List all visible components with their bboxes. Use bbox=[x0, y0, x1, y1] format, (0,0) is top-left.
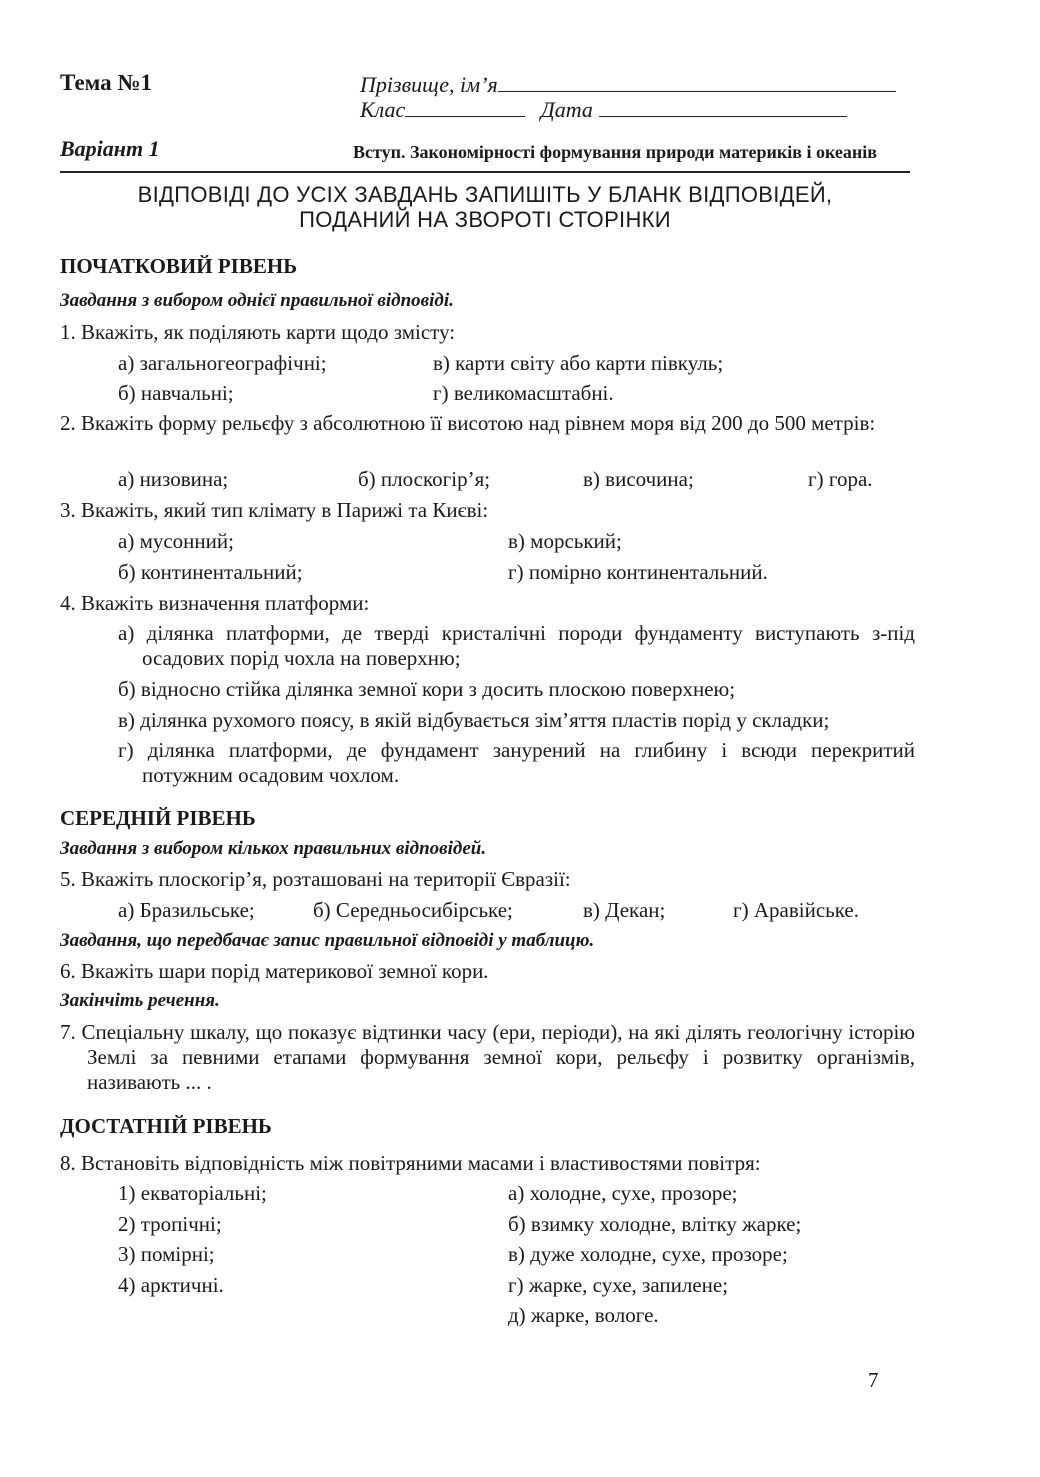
q5-text: 5. Вкажіть плоскогір’я, розташовані на території Євразії: bbox=[60, 867, 571, 891]
q7-text: 7. Спеціальну шкалу, що показує відтинки часу (ери, періоди), на які ділять геологічну історію Землі за певними етапами формування земної кори, рельєфу і розвитку організмів, називають ... . bbox=[60, 1020, 915, 1094]
surname-line bbox=[498, 73, 896, 92]
q2-option-b[interactable]: б) плоскогір’я; bbox=[358, 467, 491, 491]
level1-title: ПОЧАТКОВИЙ РІВЕНЬ bbox=[60, 254, 298, 278]
q1-option-d[interactable]: г) великомасштабні. bbox=[433, 381, 614, 405]
q8-left-3: 3) помірні; bbox=[118, 1242, 215, 1266]
q5-option-c[interactable]: в) Декан; bbox=[583, 898, 666, 922]
level1-task-type: Завдання з вибором однієї правильної відповіді. bbox=[60, 290, 454, 311]
q8-right-a: а) холодне, сухе, прозоре; bbox=[508, 1181, 738, 1205]
q8-right-d: г) жарке, сухе, запилене; bbox=[508, 1273, 729, 1297]
q8-right-b: б) взимку холодне, влітку жарке; bbox=[508, 1212, 802, 1236]
q8-right-c: в) дуже холодне, сухе, прозоре; bbox=[508, 1242, 788, 1266]
q4-text: 4. Вкажіть визначення платформи: bbox=[60, 591, 370, 615]
q4-option-c[interactable]: в) ділянка рухомого поясу, в якій відбувається зім’яття пластів порід у складки; bbox=[118, 708, 830, 732]
q8-left-4: 4) арктичні. bbox=[118, 1273, 224, 1297]
surname-field[interactable] bbox=[360, 72, 896, 98]
level2-task-type-1: Завдання з вибором кількох правильних відповідей. bbox=[60, 838, 487, 859]
q3-option-d[interactable]: г) помірно континентальний. bbox=[508, 560, 768, 584]
variant-label: Варіант 1 bbox=[60, 136, 160, 161]
section-subtitle: Вступ. Закономірності формування природи материків і океанів bbox=[353, 142, 877, 162]
class-line bbox=[405, 98, 525, 117]
q3-text: 3. Вкажіть, який тип клімату в Парижі та Києві: bbox=[60, 498, 489, 522]
q4-option-a[interactable]: а) ділянка платформи, де тверді кристалічні породи фундаменту виступають з-під осадових порід чохла на поверхню; bbox=[118, 621, 915, 670]
level3-title: ДОСТАТНІЙ РІВЕНЬ bbox=[60, 1114, 272, 1138]
q8-text: 8. Встановіть відповідність між повітряними масами і властивостями повітря: bbox=[60, 1151, 761, 1175]
q4-option-d[interactable]: г) ділянка платформи, де фундамент занурений на глибину і всюди перекритий потужним осадовим чохлом. bbox=[118, 738, 915, 787]
class-date-field[interactable] bbox=[360, 97, 847, 123]
q5-option-b[interactable]: б) Середньосибірське; bbox=[313, 898, 513, 922]
header-rule bbox=[60, 171, 910, 173]
level2-title: СЕРЕДНІЙ РІВЕНЬ bbox=[60, 806, 256, 830]
q1-text: 1. Вкажіть, як поділяють карти щодо змісту: bbox=[60, 320, 456, 344]
q5-option-a[interactable]: а) Бразильське; bbox=[118, 898, 255, 922]
page-number: 7 bbox=[868, 1368, 879, 1392]
instruction-line-1: ВІДПОВІДІ ДО УСІХ ЗАВДАНЬ ЗАПИШІТЬ У БЛАНК ВІДПОВІДЕЙ, bbox=[137, 182, 833, 207]
instruction-line-2: ПОДАНИЙ НА ЗВОРОТІ СТОРІНКИ bbox=[299, 207, 671, 232]
level2-task-type-2: Завдання, що передбачає запис правильної відповіді у таблицю. bbox=[60, 930, 595, 951]
q1-option-c[interactable]: в) карти світу або карти півкуль; bbox=[433, 351, 724, 375]
q1-option-a[interactable]: а) загальногеографічні; bbox=[118, 351, 327, 375]
q2-text: 2. Вкажіть форму рельєфу з абсолютною її висотою над рівнем моря від 200 до 500 метрів: bbox=[60, 411, 876, 435]
level2-task-type-3: Закінчіть речення. bbox=[60, 990, 220, 1011]
q8-left-2: 2) тропічні; bbox=[118, 1212, 222, 1236]
surname-label: Прізвище, ім’я bbox=[360, 72, 498, 97]
q8-left-1: 1) екваторіальні; bbox=[118, 1181, 267, 1205]
q3-option-a[interactable]: а) мусонний; bbox=[118, 529, 234, 553]
q3-option-b[interactable]: б) континентальний; bbox=[118, 560, 303, 584]
q3-option-c[interactable]: в) морський; bbox=[508, 529, 622, 553]
q6-text: 6. Вкажіть шари порід материкової земної кори. bbox=[60, 959, 489, 983]
q2-option-a[interactable]: а) низовина; bbox=[118, 467, 229, 491]
class-label: Клас bbox=[360, 97, 406, 122]
q8-right-e: д) жарке, вологе. bbox=[508, 1303, 659, 1327]
q2-option-d[interactable]: г) гора. bbox=[808, 467, 873, 491]
topic-label: Тема №1 bbox=[60, 70, 153, 95]
q2-option-c[interactable]: в) височина; bbox=[583, 467, 694, 491]
date-label: Дата bbox=[540, 97, 593, 122]
date-line bbox=[599, 98, 847, 117]
q4-option-b[interactable]: б) відносно стійка ділянка земної кори з досить плоскою поверхнею; bbox=[118, 677, 736, 701]
q1-option-b[interactable]: б) навчальні; bbox=[118, 381, 234, 405]
q5-option-d[interactable]: г) Аравійське. bbox=[733, 898, 859, 922]
